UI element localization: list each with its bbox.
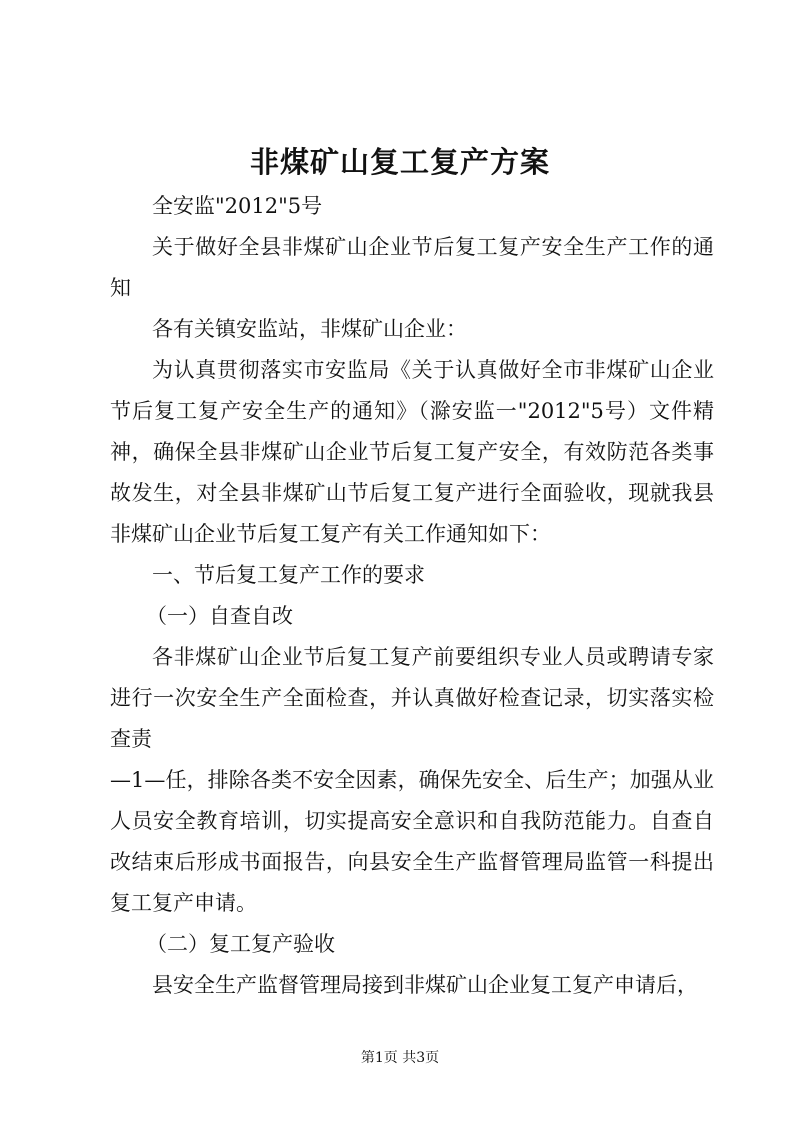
notice-heading: 关于做好全县非煤矿山企业节后复工复产安全生产工作的通知 <box>110 235 714 300</box>
subsection-heading-1: （一）自查自改 <box>146 604 293 628</box>
document-body <box>110 186 714 1006</box>
page-footer: 第1页 共3页 <box>360 1050 440 1066</box>
acceptance-paragraph: 县安全生产监督管理局接到非煤矿山企业复工复产申请后， <box>152 973 698 997</box>
subsection-heading-2: （二）复工复产验收 <box>146 932 335 956</box>
section-heading-1: 一、节后复工复产工作的要求 <box>152 563 425 587</box>
self-check-paragraph: 各非煤矿山企业节后复工复产前要组织专业人员或聘请专家进行一次安全生产全面检查，并认真做好检查记录，切实落实检查责 <box>110 645 714 751</box>
addressee: 各有关镇安监站，非煤矿山企业： <box>152 317 467 341</box>
self-check-continued: —1—任，排除各类不安全因素，确保先安全、后生产；加强从业人员安全教育培训，切实提高安全意识和自我防范能力。自查自改结束后形成书面报告，向县安全生产监督管理局监管一科提出复工复产申请。 <box>110 768 714 915</box>
doc-number: 全安监"2012"5号 <box>152 194 323 218</box>
intro-paragraph: 为认真贯彻落实市安监局《关于认真做好全市非煤矿山企业节后复工复产安全生产的通知》（滁安监一"2012"5号）文件精神，确保全县非煤矿山企业节后复工复产安全，有效防范各类事故发生，对全县非煤矿山节后复工复产进行全面验收，现就我县非煤矿山企业节后复工复产有关工作通知如下： <box>110 358 714 546</box>
document-title: 非煤矿山复工复产方案 <box>249 145 550 179</box>
